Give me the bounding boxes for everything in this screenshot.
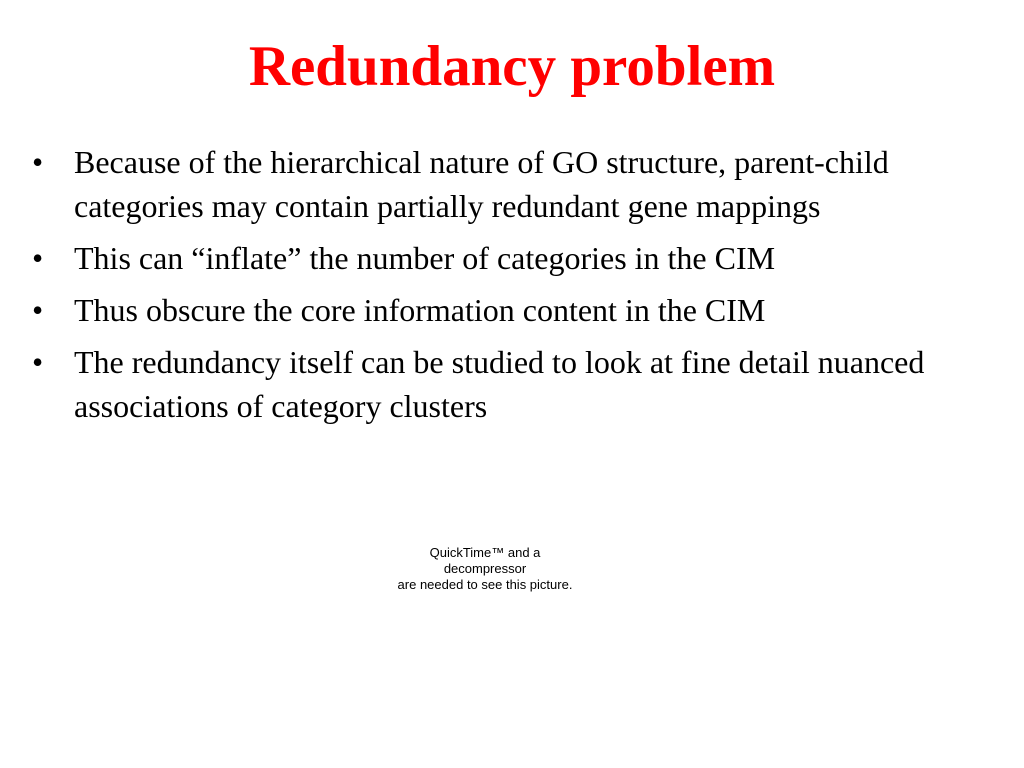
bullet-text: Because of the hierarchical nature of GO structure, parent-child categories may contain partially redundant gene mappings xyxy=(74,144,889,224)
bullet-icon: • xyxy=(32,240,44,276)
bullet-item xyxy=(32,140,992,228)
bullet-icon: • xyxy=(32,292,44,328)
bullet-item xyxy=(32,288,992,332)
slide-title: Redundancy problem xyxy=(248,35,776,98)
placeholder-line-1: QuickTime™ and a xyxy=(429,545,541,560)
bullet-item xyxy=(32,340,992,428)
placeholder-line-2: decompressor xyxy=(443,561,527,576)
bullet-icon: • xyxy=(32,144,44,180)
bullet-item xyxy=(32,236,992,280)
bullet-text: Thus obscure the core information content in the CIM xyxy=(74,292,766,328)
image-placeholder xyxy=(360,545,610,593)
bullet-icon: • xyxy=(32,344,44,380)
placeholder-line-3: are needed to see this picture. xyxy=(397,577,573,592)
bullet-list xyxy=(32,140,992,436)
bullet-text: The redundancy itself can be studied to look at fine detail nuanced associations of category clusters xyxy=(74,344,925,424)
bullet-text: This can “inflate” the number of categories in the CIM xyxy=(74,240,776,276)
